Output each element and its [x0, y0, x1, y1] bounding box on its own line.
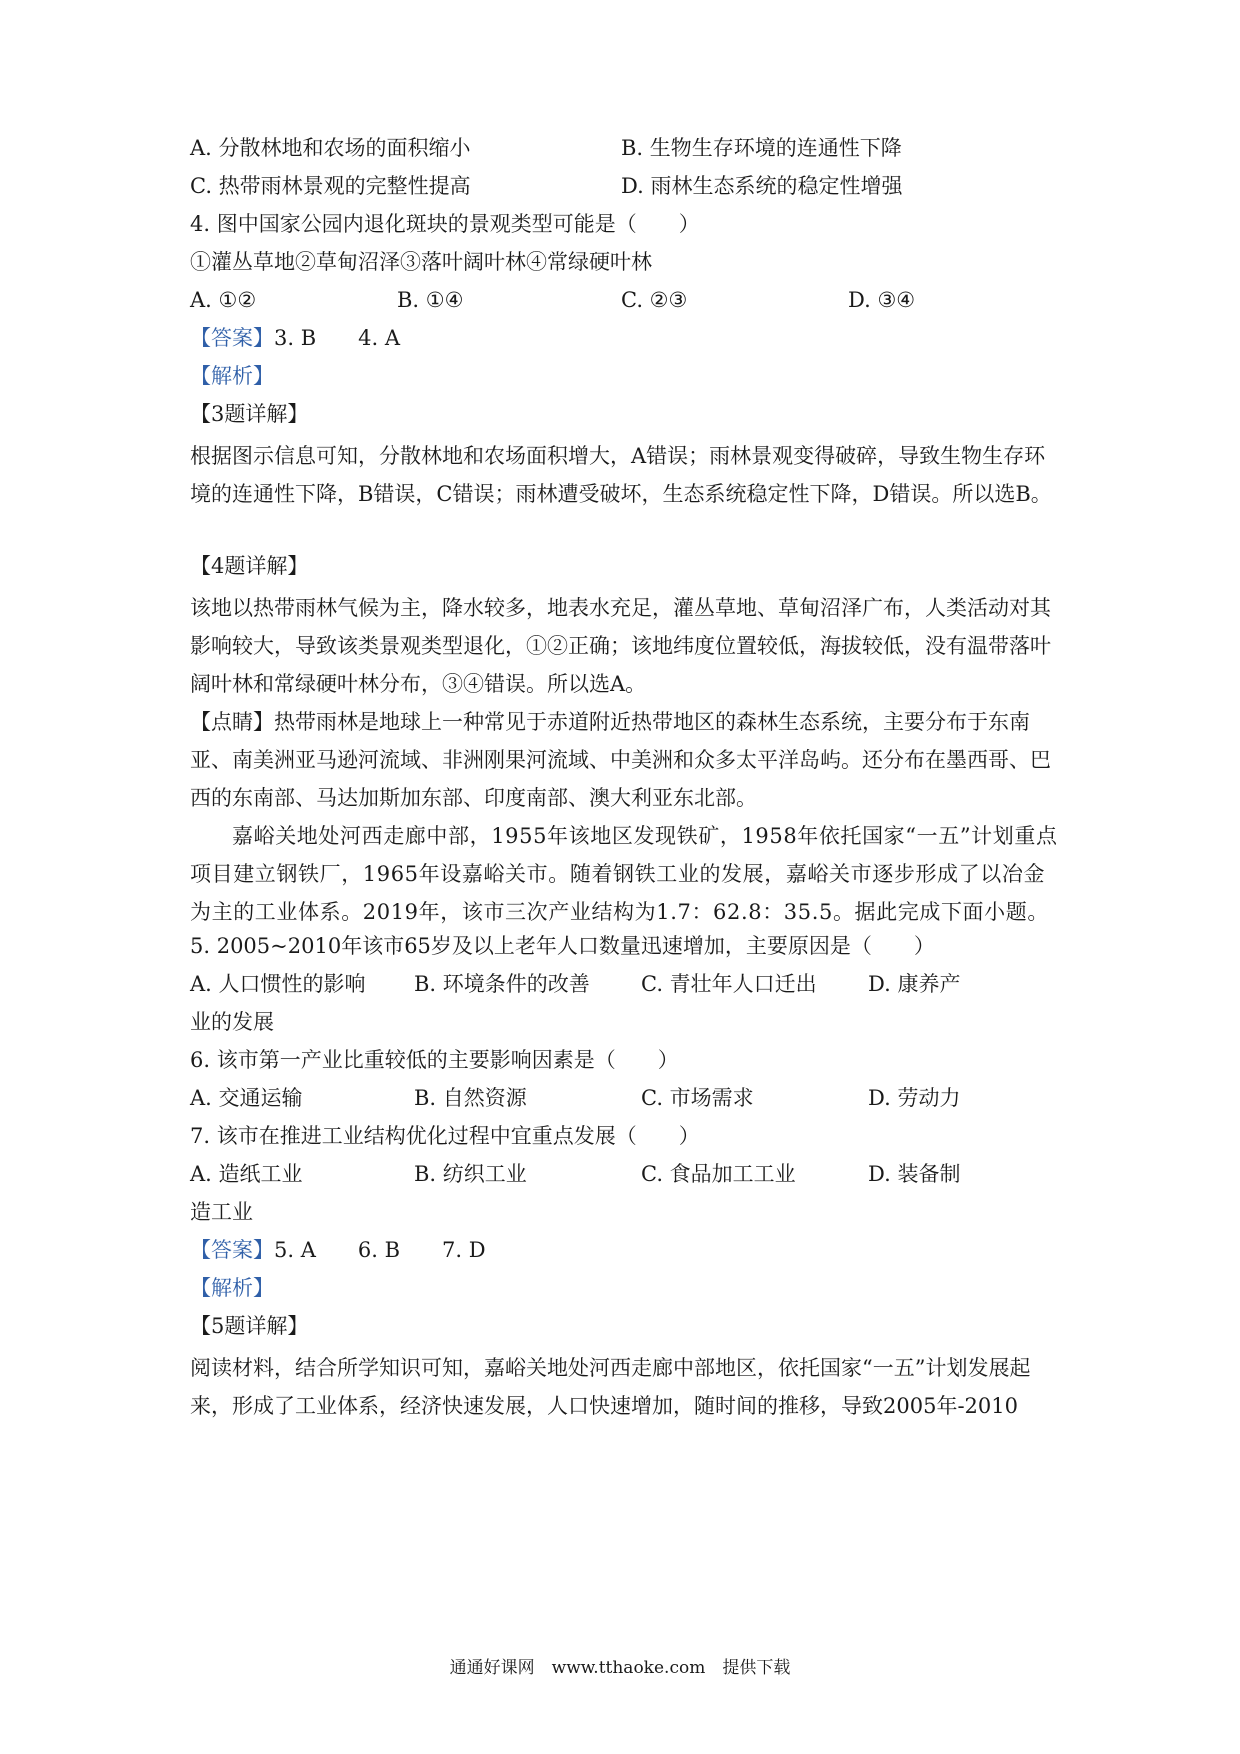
q7-option-c: C. 食品加工工业 [641, 1162, 796, 1186]
q3-detail-text: 根据图示信息可知，分散林地和农场面积增大，A错误；雨林景观变得破碎，导致生物生存环境的连通性下降，B错误，C错误；雨林遭受破坏，生态系统稳定性下降，D错误。所以选B。 [190, 444, 1052, 506]
q4-option-a: A. ①② [190, 288, 257, 312]
q7-option-d-continued: 造工业 [190, 1200, 253, 1224]
page-footer: 通通好课网 www.tthaoke.com 提供下载 [449, 1658, 791, 1678]
q4-stem: 4. 图中国家公园内退化斑块的景观类型可能是（ ） [190, 212, 700, 236]
q5-stem: 5. 2005~2010年该市65岁及以上老年人口数量迅速增加，主要原因是（ ） [190, 934, 935, 958]
q7-options-row [190, 1159, 1060, 1189]
q6-option-d: D. 劳动力 [868, 1086, 961, 1110]
q5-option-d: D. 康养产 [868, 972, 961, 996]
q7-stem: 7. 该市在推进工业结构优化过程中宜重点发展（ ） [190, 1124, 700, 1148]
answer-text: 3. B 4. A [274, 326, 401, 350]
tip-text: 热带雨林是地球上一种常见于赤道附近热带地区的森林生态系统，主要分布于东南亚、南美洲亚马逊河流域、非洲刚果河流域、中美洲和众多太平洋岛屿。还分布在墨西哥、巴西的东南部、马达加斯加东部、印度南部、澳大利亚东北部。 [190, 710, 1051, 810]
q7-option-a: A. 造纸工业 [190, 1162, 303, 1186]
analysis-tag-2 [190, 1273, 1060, 1303]
tip-block [190, 703, 1060, 817]
analysis-tag-1 [190, 361, 1060, 391]
q3-option-d: D. 雨林生态系统的稳定性增强 [621, 174, 903, 198]
q3-option-c: C. 热带雨林景观的完整性提高 [190, 174, 471, 198]
answer-text: 5. A 6. B 7. D [274, 1238, 486, 1262]
q4-option-d: D. ③④ [848, 288, 916, 312]
q3-option-b: B. 生物生存环境的连通性下降 [621, 136, 902, 160]
q4-options-row [190, 285, 1060, 315]
answer-tag: 【答案】 [190, 326, 274, 350]
q7-option-b: B. 纺织工业 [414, 1162, 527, 1186]
q3-options-row-2 [190, 171, 1060, 201]
q6-option-a: A. 交通运输 [190, 1086, 303, 1110]
answer-tag: 【答案】 [190, 1238, 274, 1262]
material-paragraph: 嘉峪关地处河西走廊中部，1955年该地区发现铁矿，1958年依托国家“一五”计划重点项目建立钢铁厂，1965年设嘉峪关市。随着钢铁工业的发展，嘉峪关市逐步形成了以冶金为主的工业体系。2019年，该市三次产业结构为1.7：62.8：35.5。据此完成下面小题。 [190, 824, 1058, 924]
q4-items: ①灌丛草地②草甸沼泽③落叶阔叶林④常绿硬叶林 [190, 250, 652, 274]
q4-option-b: B. ①④ [397, 288, 464, 312]
q7-option-d: D. 装备制 [868, 1162, 961, 1186]
q6-options-row [190, 1083, 1060, 1113]
q3-detail-heading: 【3题详解】 [190, 402, 309, 426]
q4-option-c: C. ②③ [621, 288, 688, 312]
q5-option-d-continued: 业的发展 [190, 1010, 274, 1034]
analysis-tag: 【解析】 [190, 1276, 274, 1300]
q6-option-c: C. 市场需求 [641, 1086, 754, 1110]
q6-option-b: B. 自然资源 [414, 1086, 527, 1110]
q4-detail-text: 该地以热带雨林气候为主，降水较多，地表水充足，灌丛草地、草甸沼泽广布，人类活动对其影响较大，导致该类景观类型退化，①②正确；该地纬度位置较低，海拔较低，没有温带落叶阔叶林和常绿硬叶林分布，③④错误。所以选A。 [190, 596, 1051, 696]
q3-options-row-1 [190, 133, 1060, 163]
tip-tag: 【点睛】 [190, 710, 274, 734]
analysis-tag: 【解析】 [190, 364, 274, 388]
q5-option-b: B. 环境条件的改善 [414, 972, 590, 996]
q5-option-a: A. 人口惯性的影响 [190, 972, 366, 996]
q5-detail-heading: 【5题详解】 [190, 1314, 309, 1338]
q3-option-a: A. 分散林地和农场的面积缩小 [190, 136, 471, 160]
q5-detail-text: 阅读材料，结合所学知识可知，嘉峪关地处河西走廊中部地区，依托国家“一五”计划发展起来，形成了工业体系，经济快速发展，人口快速增加，随时间的推移，导致2005年-2010 [190, 1356, 1031, 1418]
q5-options-row [190, 969, 1060, 999]
q4-detail-heading: 【4题详解】 [190, 554, 309, 578]
q5-option-c: C. 青壮年人口迁出 [641, 972, 817, 996]
answer-block-2 [190, 1235, 1060, 1265]
answer-block-1 [190, 323, 1060, 353]
q6-stem: 6. 该市第一产业比重较低的主要影响因素是（ ） [190, 1048, 679, 1072]
